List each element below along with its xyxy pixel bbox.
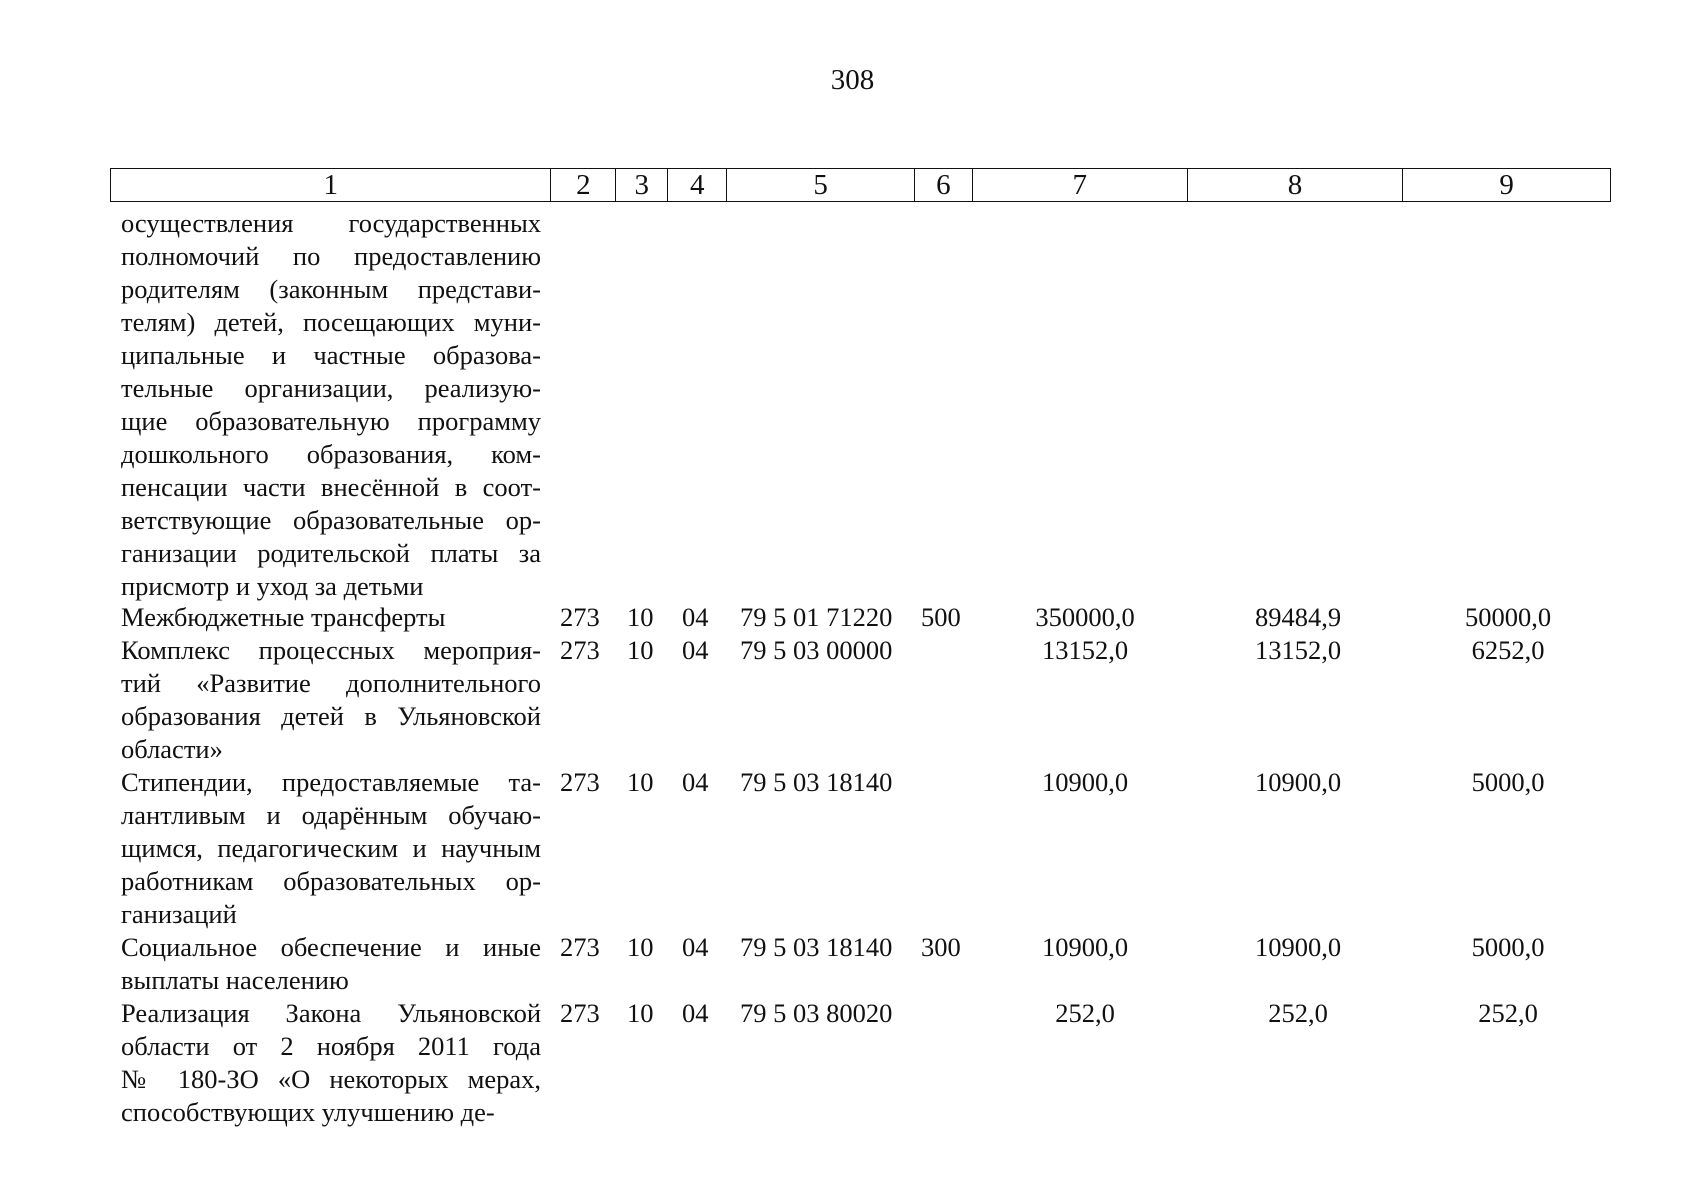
row-name-line: выплаты населению [121,965,349,995]
row-name-line: ципальные и частные образова- [121,340,541,370]
cell-col-8: 10900,0 [1254,767,1342,797]
cell-col-2: 273 [560,932,600,962]
row-name-line: Стипендии, предоставляемые та- [121,767,541,797]
header-col-6: 6 [915,169,973,201]
table-row [0,207,1705,603]
row-name [121,601,541,634]
cell-col-5: 79 5 03 80020 [740,998,893,1028]
row-name-line: ганизации родительской платы за [121,538,541,568]
table-row [0,766,1705,931]
cell-col-5: 79 5 01 71220 [740,602,893,632]
table-row [0,601,1705,634]
cell-col-2: 273 [560,602,600,632]
cell-col-4: 04 [682,602,709,632]
row-name-line: тий «Развитие дополнительного [121,668,541,698]
row-name [121,634,541,766]
header-col-7: 7 [973,169,1188,201]
row-name-line: лантливым и одарённым обучаю- [121,800,541,830]
table-row [0,634,1705,766]
row-name-line: щие образовательную программу [121,406,541,436]
row-name [121,997,541,1129]
row-name-line: способствующих улучшению де- [121,1097,495,1127]
cell-col-5: 79 5 03 00000 [740,635,893,665]
cell-col-6: 500 [921,602,961,632]
cell-col-8: 89484,9 [1254,602,1342,632]
cell-col-9: 5000,0 [1471,932,1545,962]
cell-col-8: 13152,0 [1254,635,1342,665]
cell-col-8: 10900,0 [1254,932,1342,962]
row-name-line: Межбюджетные трансферты [121,602,446,632]
header-col-8: 8 [1188,169,1404,201]
cell-col-2: 273 [560,998,600,1028]
cell-col-5: 79 5 03 18140 [740,932,893,962]
header-col-1: 1 [111,169,551,201]
header-col-5: 5 [727,169,915,201]
cell-col-6: 300 [921,932,961,962]
page-number: 308 [830,64,875,96]
cell-col-9: 6252,0 [1471,635,1545,665]
cell-col-4: 04 [682,635,709,665]
row-name-line: присмотр и уход за детьми [121,571,424,601]
row-name-line: работникам образовательных ор- [121,866,541,896]
cell-col-7: 252,0 [1055,998,1115,1028]
row-name-line: осуществления государственных [121,208,541,238]
cell-col-3: 10 [627,635,654,665]
row-name-line: № 180-ЗО «О некоторых мерах, [121,1064,541,1094]
row-name-line: пенсации части внесённой в соот- [121,472,541,502]
header-col-9: 9 [1499,169,1514,201]
row-name-line: ганизаций [121,899,237,929]
row-name-line: области» [121,734,223,764]
cell-col-4: 04 [682,998,709,1028]
cell-col-3: 10 [627,602,654,632]
cell-col-7: 350000,0 [1035,602,1135,632]
row-name-line: ветствующие образовательные ор- [121,505,541,535]
cell-col-7: 10900,0 [1041,767,1129,797]
row-name [121,931,541,997]
row-name-line: области от 2 ноября 2011 года [121,1031,541,1061]
cell-col-2: 273 [560,767,600,797]
header-col-4: 4 [668,169,727,201]
cell-col-5: 79 5 03 18140 [740,767,893,797]
cell-col-2: 273 [560,635,600,665]
row-name [121,766,541,931]
header-col-2: 2 [551,169,616,201]
row-name-line: полномочий по предоставлению [121,241,541,271]
cell-col-9: 252,0 [1478,998,1538,1028]
cell-col-9: 50000,0 [1464,602,1552,632]
cell-col-7: 10900,0 [1041,932,1129,962]
cell-col-8: 252,0 [1268,998,1328,1028]
table-header-row [110,168,1611,202]
row-name-line: родителям (законным представи- [121,274,541,304]
row-name [121,207,541,603]
row-name-line: щимся, педагогическим и научным [121,833,541,863]
cell-col-3: 10 [627,767,654,797]
row-name-line: дошкольного образования, ком- [121,439,541,469]
row-name-line: Комплекс процессных мероприя- [121,635,541,665]
header-col-3: 3 [616,169,668,201]
cell-col-3: 10 [627,998,654,1028]
cell-col-4: 04 [682,767,709,797]
row-name-line: тельные организации, реализую- [121,373,541,403]
table-row [0,997,1705,1129]
cell-col-4: 04 [682,932,709,962]
row-name-line: образования детей в Ульяновской [121,701,541,731]
cell-col-3: 10 [627,932,654,962]
cell-col-9: 5000,0 [1471,767,1545,797]
cell-col-7: 13152,0 [1041,635,1129,665]
table-row [0,931,1705,997]
row-name-line: телям) детей, посещающих муни- [121,307,541,337]
row-name-line: Социальное обеспечение и иные [121,932,541,962]
row-name-line: Реализация Закона Ульяновской [121,998,541,1028]
